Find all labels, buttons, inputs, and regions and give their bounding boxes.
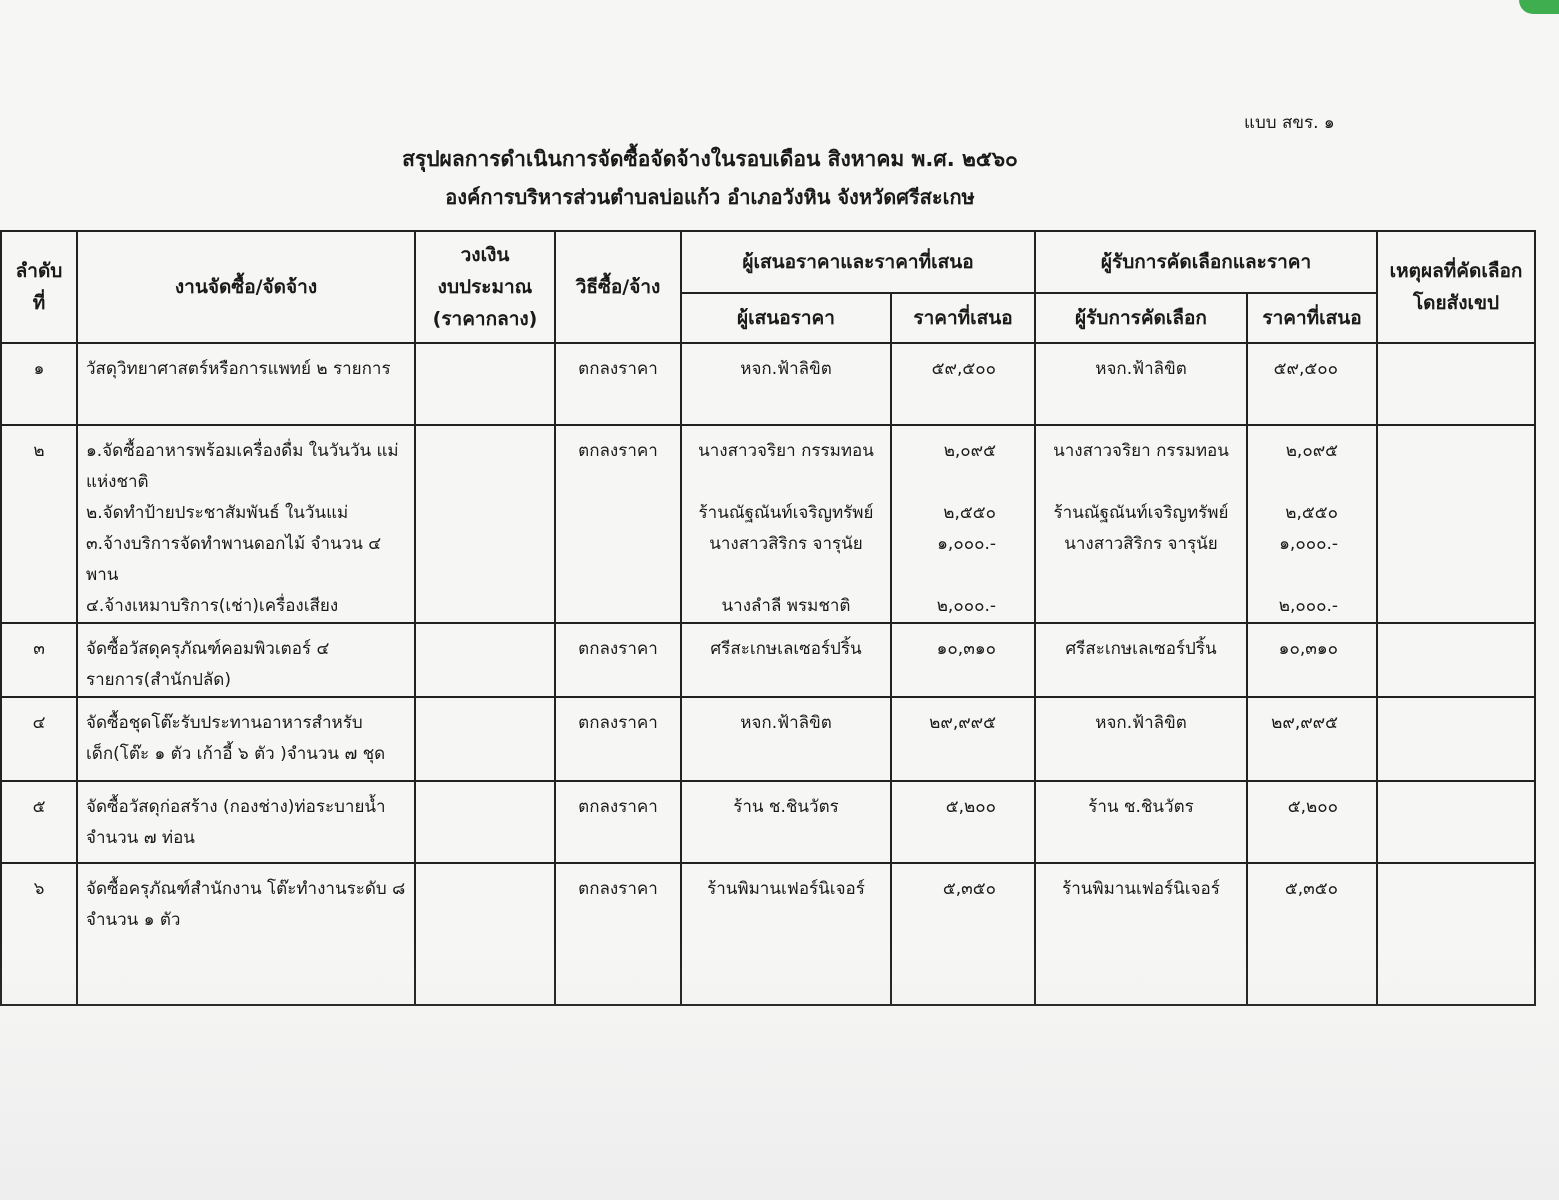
row-item: จัดซื้อวัสดุก่อสร้าง (กองช่าง)ท่อระบายน้ำ จำนวน ๗ ท่อน <box>77 781 415 863</box>
row-selected-price: ๑,๐๐๐.- <box>1279 534 1339 554</box>
table-row <box>1 425 1535 623</box>
row-selected-price: ๕๙,๕๐๐ <box>1247 343 1377 425</box>
row-method: ตกลงราคา <box>555 623 681 697</box>
row-selected: ร้าน ช.ชินวัตร <box>1035 781 1247 863</box>
header-selected: ผู้รับการคัดเลือก <box>1035 293 1247 343</box>
row-bidder: ศรีสะเกษเลเซอร์ปริ้น <box>681 623 891 697</box>
row-bidder: หจก.ฟ้าลิขิต <box>681 343 891 425</box>
row-reason <box>1377 863 1535 1005</box>
row-selected-list <box>1035 425 1247 623</box>
table-row <box>1 343 1535 425</box>
table-row <box>1 781 1535 863</box>
row-budget <box>415 623 555 697</box>
row-reason <box>1377 781 1535 863</box>
row-budget <box>415 781 555 863</box>
row-subitem: ๑.จัดซื้ออาหารพร้อมเครื่องดื่ม ในวันวัน แม่แห่งชาติ <box>86 441 399 492</box>
row-no: ๖ <box>1 863 77 1005</box>
row-bid-price: ๒,๐๐๐.- <box>936 596 996 616</box>
row-bid-price: ๑๐,๓๑๐ <box>891 623 1035 697</box>
row-reason <box>1377 425 1535 623</box>
row-selected-price: ๒,๐๙๕ <box>1285 441 1339 461</box>
row-selected-price: ๒๙,๙๙๕ <box>1247 697 1377 781</box>
row-no: ๕ <box>1 781 77 863</box>
row-budget <box>415 425 555 623</box>
row-method: ตกลงราคา <box>555 343 681 425</box>
row-item: จัดซื้อวัสดุครุภัณฑ์คอมพิวเตอร์ ๔ รายการ(สำนักปลัด) <box>77 623 415 697</box>
document-subtitle: องค์การบริหารส่วนตำบลบ่อแก้ว อำเภอวังหิน จังหวัดศรีสะเกษ <box>445 185 975 209</box>
header-selected-group: ผู้รับการคัดเลือกและราคา <box>1035 231 1377 293</box>
row-item: จัดซื้อชุดโต๊ะรับประทานอาหารสำหรับเด็ก(โต๊ะ ๑ ตัว เก้าอี้ ๖ ตัว )จำนวน ๗ ชุด <box>77 697 415 781</box>
row-bidder: หจก.ฟ้าลิขิต <box>681 697 891 781</box>
row-subitem: ๔.จ้างเหมาบริการ(เช่า)เครื่องเสียง <box>86 596 339 616</box>
row-selected: ร้านพิมานเฟอร์นิเจอร์ <box>1035 863 1247 1005</box>
row-reason <box>1377 697 1535 781</box>
row-item: จัดซื้อครุภัณฑ์สำนักงาน โต๊ะทำงานระดับ ๘ จำนวน ๑ ตัว <box>77 863 415 1005</box>
table-row <box>1 697 1535 781</box>
row-method: ตกลงราคา <box>555 781 681 863</box>
row-bid-price: ๕,๓๕๐ <box>891 863 1035 1005</box>
row-selected-price: ๒,๕๕๐ <box>1285 503 1339 523</box>
row-no: ๓ <box>1 623 77 697</box>
row-no: ๑ <box>1 343 77 425</box>
row-method: ตกลงราคา <box>555 697 681 781</box>
row-no: ๔ <box>1 697 77 781</box>
row-selected-price-list <box>1247 425 1377 623</box>
row-item: วัสดุวิทยาศาสตร์หรือการแพทย์ ๒ รายการ <box>77 343 415 425</box>
row-bid-price-list <box>891 425 1035 623</box>
row-bid-price: ๒,๕๕๐ <box>943 503 996 523</box>
header-budget: วงเงิน งบประมาณ (ราคากลาง) <box>415 231 555 343</box>
header-bidders-group: ผู้เสนอราคาและราคาที่เสนอ <box>681 231 1035 293</box>
row-selected-price: ๕,๒๐๐ <box>1247 781 1377 863</box>
row-bid-price: ๕,๒๐๐ <box>891 781 1035 863</box>
row-selected: นางสาวจริยา กรรมทอน <box>1053 441 1229 461</box>
row-selected: หจก.ฟ้าลิขิต <box>1035 343 1247 425</box>
row-method: ตกลงราคา <box>555 425 681 623</box>
row-bidder: ร้านพิมานเฟอร์นิเจอร์ <box>681 863 891 1005</box>
row-reason <box>1377 623 1535 697</box>
table-row <box>1 863 1535 1005</box>
row-selected: นางสาวสิริกร จารุนัย <box>1064 534 1218 554</box>
row-bidder: นางลำลี พรมชาติ <box>721 596 851 616</box>
row-selected-price: ๕,๓๕๐ <box>1247 863 1377 1005</box>
row-budget <box>415 343 555 425</box>
table-row <box>1 623 1535 697</box>
row-selected-price: ๑๐,๓๑๐ <box>1247 623 1377 697</box>
header-bidder: ผู้เสนอราคา <box>681 293 891 343</box>
row-bid-price: ๒๙,๙๙๕ <box>891 697 1035 781</box>
header-reason: เหตุผลที่คัดเลือก โดยสังเขป <box>1377 231 1535 343</box>
row-bidder: นางสาวจริยา กรรมทอน <box>698 441 874 461</box>
corner-mark <box>1519 0 1559 14</box>
row-bidder-list <box>681 425 891 623</box>
procurement-table <box>0 230 1536 1006</box>
row-selected: หจก.ฟ้าลิขิต <box>1035 697 1247 781</box>
row-bidder: ร้านณัฐณันท์เจริญทรัพย์ <box>698 503 874 523</box>
row-budget <box>415 697 555 781</box>
header-bid-price: ราคาที่เสนอ <box>891 293 1035 343</box>
row-reason <box>1377 343 1535 425</box>
row-selected-price: ๒,๐๐๐.- <box>1278 596 1339 616</box>
row-bid-price: ๒,๐๙๕ <box>943 441 996 461</box>
row-bid-price: ๕๙,๕๐๐ <box>891 343 1035 425</box>
row-bidder: นางสาวสิริกร จารุนัย <box>709 534 863 554</box>
row-method: ตกลงราคา <box>555 863 681 1005</box>
row-bid-price: ๑,๐๐๐.- <box>937 534 996 554</box>
form-code: แบบ สขร. ๑ <box>1244 113 1335 133</box>
row-selected: ร้านณัฐณันท์เจริญทรัพย์ <box>1053 503 1229 523</box>
row-selected: ศรีสะเกษเลเซอร์ปริ้น <box>1035 623 1247 697</box>
row-item-list <box>77 425 415 623</box>
header-method: วิธีซื้อ/จ้าง <box>555 231 681 343</box>
document-title: สรุปผลการดำเนินการจัดซื้อจัดจ้างในรอบเดือน สิงหาคม พ.ศ. ๒๕๖๐ <box>402 147 1018 171</box>
row-bidder: ร้าน ช.ชินวัตร <box>681 781 891 863</box>
row-budget <box>415 863 555 1005</box>
header-item: งานจัดซื้อ/จัดจ้าง <box>77 231 415 343</box>
row-subitem: ๒.จัดทำป้ายประชาสัมพันธ์ ในวันแม่ <box>86 503 349 523</box>
header-no: ลำดับ ที่ <box>1 231 77 343</box>
header-selected-price: ราคาที่เสนอ <box>1247 293 1377 343</box>
row-subitem: ๓.จ้างบริการจัดทำพานดอกไม้ จำนวน ๔ พาน <box>86 534 382 585</box>
row-no: ๒ <box>1 425 77 623</box>
